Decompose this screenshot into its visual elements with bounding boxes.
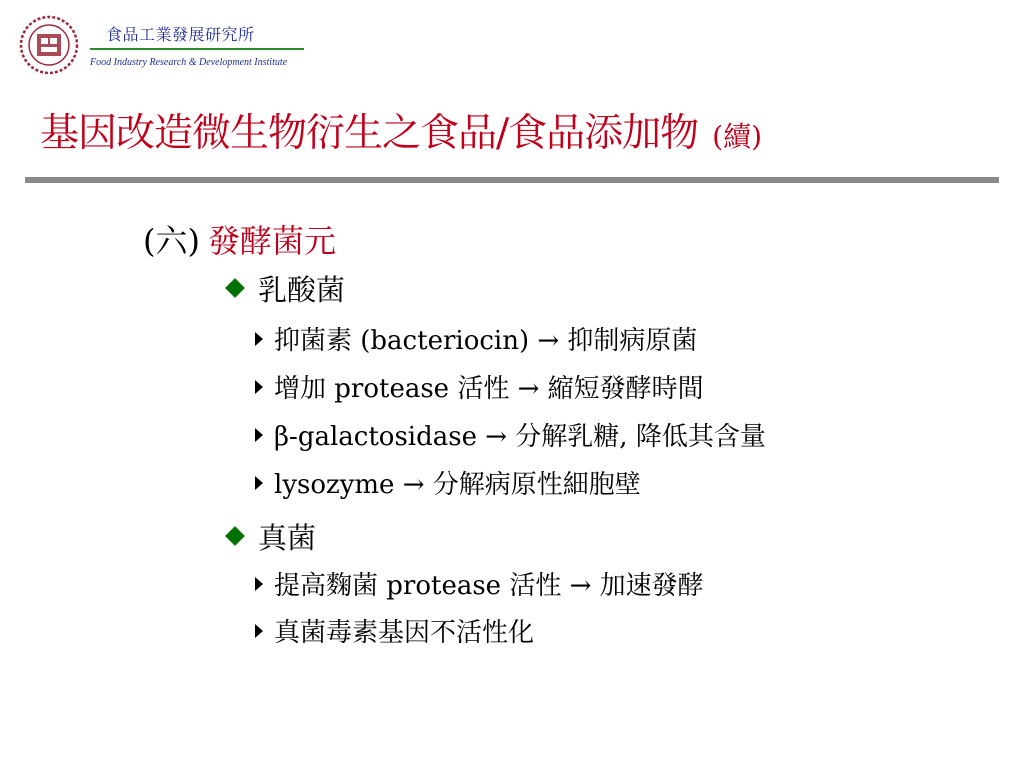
slide-title-suffix: (續): [712, 120, 762, 153]
triangle-right-icon: [255, 380, 263, 394]
triangle-right-icon: [255, 332, 263, 346]
section-number: (六): [143, 222, 200, 260]
diamond-icon: [225, 526, 245, 546]
list-item-text: 增加 protease 活性 → 縮短發酵時間: [274, 374, 704, 404]
group-heading-label: 真菌: [258, 521, 317, 555]
triangle-right-icon: [255, 577, 263, 591]
group-heading-label: 乳酸菌: [258, 273, 346, 307]
list-item-text: 真菌毒素基因不活性化: [274, 618, 535, 648]
triangle-right-icon: [255, 428, 263, 442]
institute-name-en: Food Industry Research & Development Institute: [90, 57, 288, 68]
group-heading-lactic-acid-bacteria: [228, 268, 345, 309]
list-item: [255, 464, 641, 501]
slide-title-main: 基因改造微生物衍生之食品/食品添加物: [40, 111, 699, 156]
list-item-text: lysozyme → 分解病原性細胞壁: [274, 470, 641, 500]
title-divider: [25, 177, 999, 183]
group-heading-fungi: [228, 516, 316, 557]
section-heading: [143, 216, 336, 262]
institute-name-zh: 食品工業發展研究所: [106, 25, 255, 44]
list-item-text: 抑菌素 (bacteriocin) → 抑制病原菌: [274, 326, 698, 356]
institute-logo: [16, 14, 82, 76]
header-divider: [90, 48, 304, 50]
triangle-right-icon: [255, 624, 263, 638]
list-item: [255, 612, 534, 649]
slide-title: [40, 102, 762, 158]
list-item: [255, 320, 697, 357]
list-item: [255, 368, 704, 405]
list-item-text: 提高麴菌 protease 活性 → 加速發酵: [274, 571, 704, 601]
list-item-text: β-galactosidase → 分解乳糖, 降低其含量: [274, 422, 766, 452]
triangle-right-icon: [255, 476, 263, 490]
list-item: [255, 416, 766, 453]
section-name: 發酵菌元: [207, 222, 336, 260]
diamond-icon: [225, 278, 245, 298]
list-item: [255, 565, 704, 602]
